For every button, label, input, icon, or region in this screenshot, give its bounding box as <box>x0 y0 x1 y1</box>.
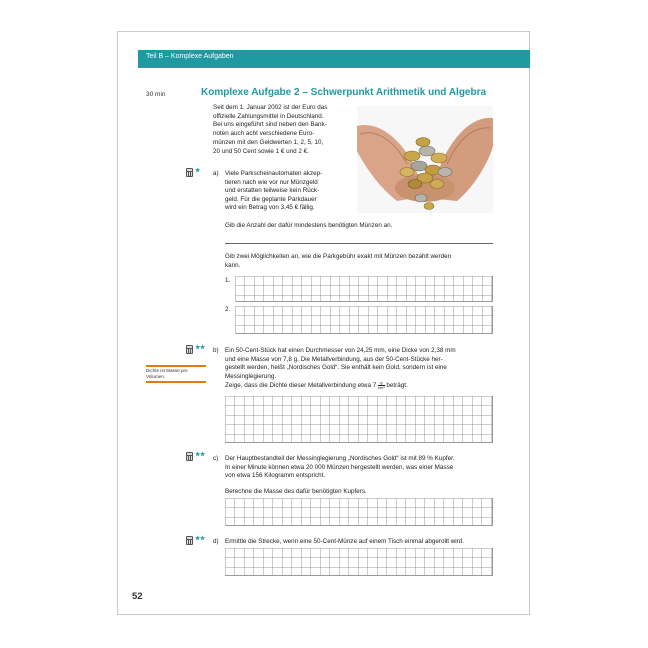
task-c-text <box>225 455 495 481</box>
coins-in-hands-photo <box>357 106 493 213</box>
task-title: Komplexe Aufgabe 2 – Schwerpunkt Arithmetik und Algebra <box>201 87 487 98</box>
task-line: geld. Für die geplante Parkdauer <box>225 195 317 203</box>
time-label: 30 min <box>146 91 166 98</box>
calculator-icon <box>186 345 193 354</box>
task-b-show-line <box>225 381 495 391</box>
task-line: Der Hauptbestandteil der Messinglegierung „Nordisches Gold“ ist mit 89 % Kupfer. <box>225 455 455 462</box>
task-d-question: Ermittle die Strecke, wenn eine 50-Cent-Münze auf einem Tisch einmal abgerollt wird. <box>225 538 465 545</box>
intro-line: noten auch acht verschiedene Euro- <box>213 130 315 138</box>
show-text-end: beträgt. <box>386 382 408 390</box>
fraction-denominator: cm³ <box>377 385 385 391</box>
task-line: und erstatten teilweise kein Rück- <box>225 187 320 195</box>
task-a-text <box>225 170 355 213</box>
intro-line: Bei uns eingeführt sind neben den Bank- <box>213 121 327 129</box>
task-line: In einer Minute können etwa 20 000 Münzen hergestellt werden, was einer Masse <box>225 463 454 471</box>
answer-grid-1[interactable] <box>235 276 493 302</box>
difficulty-stars: ★★ <box>195 536 205 542</box>
task-line: Gib zwei Möglichkeiten an, wie die Parkgebühr exakt mit Münzen bezahlt werden <box>225 253 452 260</box>
answer-grid-2[interactable] <box>235 306 493 334</box>
task-c-question: Berechne die Masse des dafür benötigten Kupfers. <box>225 488 367 495</box>
task-line: wird ein Betrag von 3,45 € fällig. <box>225 204 315 212</box>
section-header-title: Teil B – Komplexe Aufgaben <box>146 53 234 60</box>
answer-grid-c[interactable] <box>225 498 493 526</box>
density-unit-fraction <box>378 381 385 390</box>
answer-grid-b[interactable] <box>225 396 493 443</box>
fraction-numerator: g <box>378 381 385 386</box>
task-line: tieren nach wie vor nur Münzgeld <box>225 178 318 186</box>
task-line: gestellt werden, heißt „Nordisches Gold“. Sie enthält kein Gold, sondern ist eine <box>225 364 447 372</box>
intro-line: münzen mit den Geldwerten 1, 2, 5, 10, <box>213 138 324 146</box>
difficulty-stars: ★★ <box>195 452 205 458</box>
intro-line: offizielle Zahlungsmittel in Deutschland. <box>213 112 324 120</box>
task-line: von etwa 156 Kilogramm entspricht. <box>225 472 326 480</box>
task-a-question-2 <box>225 253 495 270</box>
difficulty-stars: ★★ <box>195 345 205 351</box>
answer-grid-d[interactable] <box>225 548 493 576</box>
task-a-letter: a) <box>213 170 219 177</box>
task-line: kann. <box>225 261 241 269</box>
option-2-label: 2. <box>225 306 231 313</box>
option-1-label: 1. <box>225 277 231 284</box>
task-b-text <box>225 347 495 391</box>
task-line: Messinglegierung. <box>225 372 277 380</box>
intro-line: 20 und 50 Cent sowie 1 € und 2 €. <box>213 147 309 155</box>
difficulty-stars: ★ <box>195 168 200 174</box>
calculator-icon <box>186 168 193 177</box>
page-number: 52 <box>132 591 143 602</box>
task-line: Ein 50-Cent-Stück hat einen Durchmesser von 24,25 mm, eine Dicke von 2,38 mm <box>225 347 456 354</box>
task-b-letter: b) <box>213 347 219 354</box>
margin-note: Dichte ist Masse pro Volumen. <box>146 365 206 383</box>
task-line: Viele Parkscheinautomaten akzep- <box>225 170 323 177</box>
show-text: Zeige, dass die Dichte dieser Metallverbindung etwa 7 <box>225 382 377 390</box>
calculator-icon <box>186 452 193 461</box>
task-d-letter: d) <box>213 538 219 545</box>
task-line: und eine Masse von 7,8 g. Die Metallverbindung, aus der 50-Cent-Stücke her- <box>225 355 443 363</box>
section-header-bar <box>138 50 530 68</box>
calculator-icon <box>186 536 193 545</box>
intro-text <box>213 104 358 156</box>
answer-line[interactable] <box>225 243 493 244</box>
task-a-question-1: Gib die Anzahl der dafür mindestens benötigten Münzen an. <box>225 222 393 229</box>
intro-line: Seit dem 1. Januar 2002 ist der Euro das <box>213 104 328 111</box>
task-c-letter: c) <box>213 455 219 462</box>
